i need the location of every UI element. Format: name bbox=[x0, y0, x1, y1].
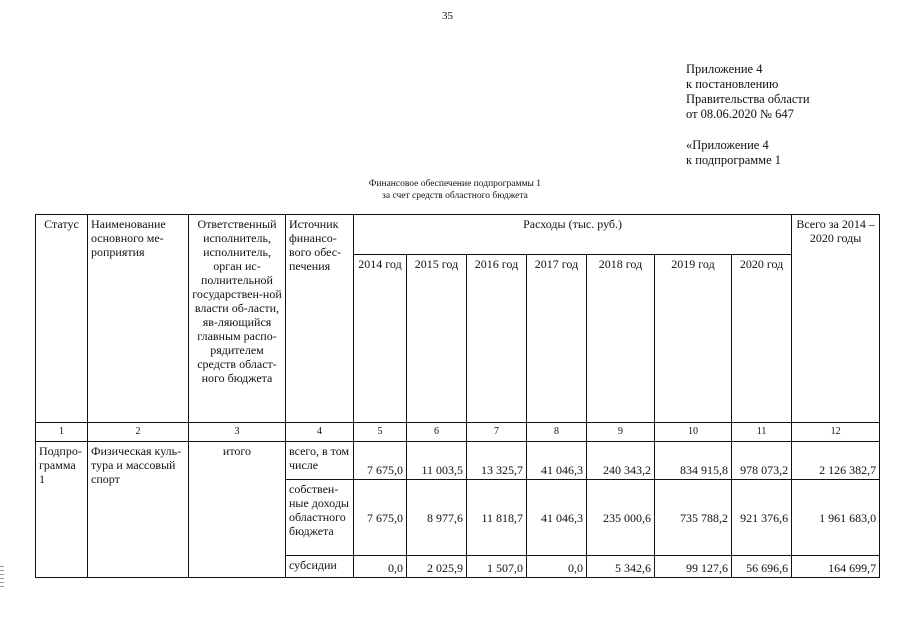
column-number: 2 bbox=[88, 423, 189, 442]
total-cell: 164 699,7 bbox=[792, 556, 880, 578]
column-number: 7 bbox=[467, 423, 527, 442]
value-cell: 240 343,2 bbox=[587, 442, 655, 480]
header-name: Наименование основного ме-роприятия bbox=[88, 215, 189, 423]
appendix-line: «Приложение 4 bbox=[686, 138, 769, 152]
value-cell: 11 818,7 bbox=[467, 480, 527, 556]
table-title-line: Финансовое обеспечение подпрограммы 1 bbox=[368, 179, 542, 189]
column-number: 5 bbox=[354, 423, 407, 442]
value-cell: 11 003,5 bbox=[407, 442, 467, 480]
value-cell: 834 915,8 bbox=[655, 442, 732, 480]
value-cell: 99 127,6 bbox=[655, 556, 732, 578]
value-cell: 7 675,0 bbox=[354, 480, 407, 556]
header-year: 2019 год bbox=[655, 255, 732, 423]
value-cell: 921 376,6 bbox=[732, 480, 792, 556]
header-year: 2018 год bbox=[587, 255, 655, 423]
header-year: 2014 год bbox=[354, 255, 407, 423]
page-number: 35 bbox=[442, 10, 453, 22]
table-title-line: за счет средств областного бюджета bbox=[382, 191, 528, 201]
header-year: 2016 год bbox=[467, 255, 527, 423]
value-cell: 978 073,2 bbox=[732, 442, 792, 480]
header-expenses: Расходы (тыс. руб.) bbox=[354, 215, 792, 255]
total-cell: 2 126 382,7 bbox=[792, 442, 880, 480]
appendix-line: Приложение 4 bbox=[686, 62, 763, 76]
appendix-line: Правительства области bbox=[686, 92, 810, 106]
column-number: 6 bbox=[407, 423, 467, 442]
value-cell: 0,0 bbox=[527, 556, 587, 578]
status-cell: Подпро-грамма 1 bbox=[36, 442, 88, 578]
column-number: 4 bbox=[286, 423, 354, 442]
value-cell: 1 507,0 bbox=[467, 556, 527, 578]
column-number: 9 bbox=[587, 423, 655, 442]
header-year: 2015 год bbox=[407, 255, 467, 423]
column-number: 11 bbox=[732, 423, 792, 442]
appendix-block bbox=[686, 62, 810, 168]
header-source: Источник финансо-вого обес-печения bbox=[286, 215, 354, 423]
source-cell: субсидии bbox=[286, 556, 354, 578]
value-cell: 2 025,9 bbox=[407, 556, 467, 578]
value-cell: 56 696,6 bbox=[732, 556, 792, 578]
header-year: 2020 год bbox=[732, 255, 792, 423]
appendix-line: от 08.06.2020 № 647 bbox=[686, 107, 794, 121]
column-number: 8 bbox=[527, 423, 587, 442]
column-number: 1 bbox=[36, 423, 88, 442]
value-cell: 735 788,2 bbox=[655, 480, 732, 556]
value-cell: 13 325,7 bbox=[467, 442, 527, 480]
value-cell: 41 046,3 bbox=[527, 480, 587, 556]
header-total: Всего за 2014 – 2020 годы bbox=[792, 215, 880, 423]
financing-table bbox=[35, 214, 880, 578]
source-cell: всего, в том числе bbox=[286, 442, 354, 480]
value-cell: 41 046,3 bbox=[527, 442, 587, 480]
column-number: 12 bbox=[792, 423, 880, 442]
header-responsible: Ответственный исполнитель, исполнитель, орган ис-полнительной государствен-ной власти об-ласти, яв-ляющийся главным распо-рядителем средств област-ного бюджета bbox=[189, 215, 286, 423]
table-title bbox=[300, 178, 610, 202]
column-number: 10 bbox=[655, 423, 732, 442]
total-cell: 1 961 683,0 bbox=[792, 480, 880, 556]
value-cell: 0,0 bbox=[354, 556, 407, 578]
activity-name-cell: Физическая куль-тура и массовый спорт bbox=[88, 442, 189, 578]
responsible-cell: итого bbox=[189, 442, 286, 578]
column-number: 3 bbox=[189, 423, 286, 442]
scan-edge-mark bbox=[0, 566, 4, 588]
appendix-line: к подпрограмме 1 bbox=[686, 153, 781, 167]
value-cell: 8 977,6 bbox=[407, 480, 467, 556]
source-cell: собствен-ные доходы областного бюджета bbox=[286, 480, 354, 556]
header-year: 2017 год bbox=[527, 255, 587, 423]
value-cell: 7 675,0 bbox=[354, 442, 407, 480]
appendix-line: к постановлению bbox=[686, 77, 779, 91]
table-row bbox=[36, 442, 880, 480]
value-cell: 5 342,6 bbox=[587, 556, 655, 578]
value-cell: 235 000,6 bbox=[587, 480, 655, 556]
header-status: Статус bbox=[36, 215, 88, 423]
